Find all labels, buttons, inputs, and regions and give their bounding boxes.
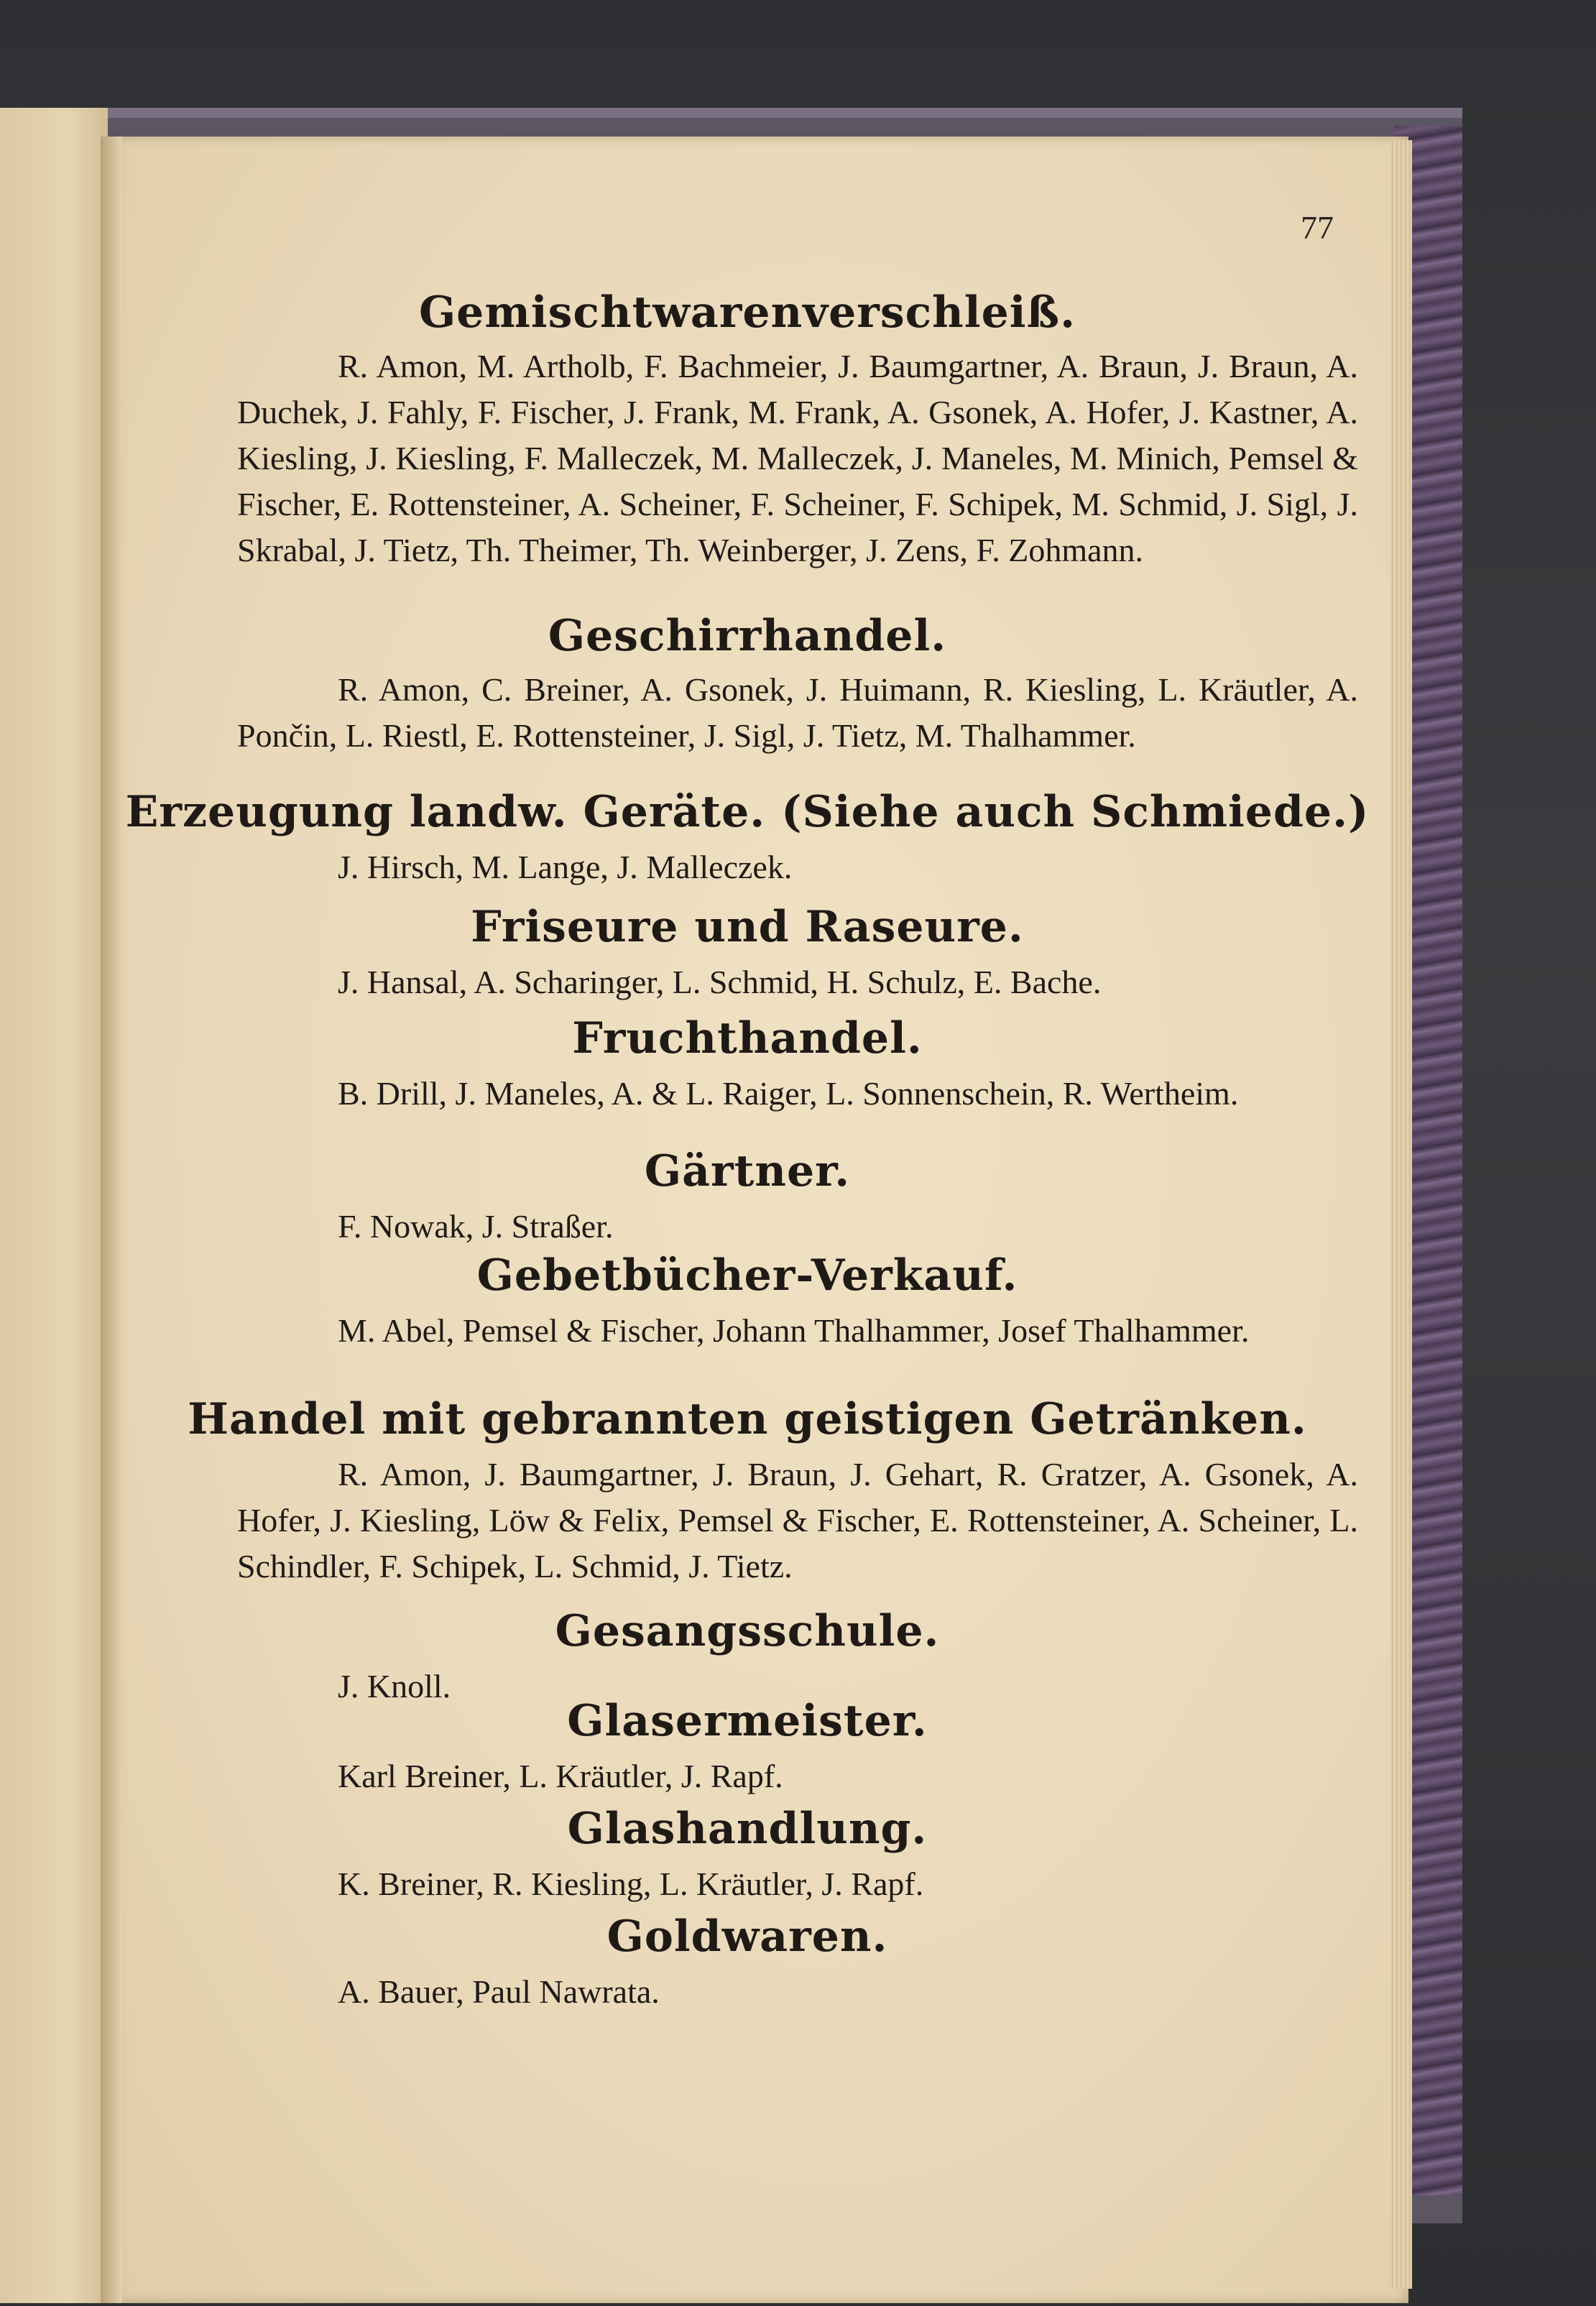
section-heading-gemischtwaren: Gemischtwarenverschleiß. — [418, 287, 1076, 338]
book-gutter — [101, 137, 122, 2303]
page-number: 77 — [1301, 209, 1334, 246]
section-entries-gaertner: F. Nowak, J. Straßer. — [338, 1208, 614, 1245]
section-entries-erzeugung: J. Hirsch, M. Lange, J. Malleczek. — [338, 849, 793, 885]
left-page-edge — [0, 108, 117, 2303]
section-entries-gebetbuecher: M. Abel, Pemsel & Fischer, Johann Thalhammer, Josef Thalhammer. — [338, 1312, 1250, 1349]
section-heading-gesangsschule: Gesangsschule. — [555, 1606, 940, 1656]
section-entries-glasermeister: Karl Breiner, L. Kräutler, J. Rapf. — [338, 1758, 783, 1794]
section-heading-friseure: Friseure und Raseure. — [471, 902, 1024, 952]
section-heading-gaertner: Gärtner. — [644, 1146, 851, 1196]
section-heading-fruchthandel: Fruchthandel. — [572, 1013, 923, 1064]
section-heading-goldwaren: Goldwaren. — [606, 1911, 888, 1962]
section-heading-glasermeister: Glasermeister. — [567, 1696, 928, 1746]
section-heading-erzeugung: Erzeugung landw. Geräte. (Siehe auch Schmiede.) — [125, 787, 1370, 837]
section-entries-glashandlung: K. Breiner, R. Kiesling, L. Kräutler, J. Rapf. — [338, 1865, 924, 1902]
section-entries-gemischtwaren: R. Amon, M. Artholb, F. Bachmeier, J. Baumgartner, A. Braun, J. Braun, A. Duchek, J. Fahly, F. Fischer, J. Frank, M. Frank, A. Gsonek, A. Hofer, J. Kastner, A. Kiesling, J. Kiesling, F. Malleczek, M. Malleczek, J. Maneles, M. Minich, Pemsel & Fischer, E. Rottensteiner, A. Scheiner, F. Scheiner, F. Schipek, M. Schmid, J. Sigl, J. Skrabal, J. Tietz, Th. Theimer, Th. Weinberger, J. Zens, F. Zohmann. — [237, 348, 1358, 568]
section-heading-geschirrhandel: Geschirrhandel. — [548, 611, 947, 661]
section-entries-friseure: J. Hansal, A. Scharinger, L. Schmid, H. Schulz, E. Bache. — [338, 964, 1102, 1000]
section-entries-handel-getraenke: R. Amon, J. Baumgartner, J. Braun, J. Gehart, R. Gratzer, A. Gsonek, A. Hofer, J. Kiesling, Löw & Felix, Pemsel & Fischer, E. Rottensteiner, A. Scheiner, L. Schindler, F. Schipek, L. Schmid, J. Tietz. — [237, 1456, 1358, 1585]
section-entries-fruchthandel: B. Drill, J. Maneles, A. & L. Raiger, L. Sonnenschein, R. Wertheim. — [338, 1075, 1239, 1112]
section-heading-handel-getraenke: Handel mit gebrannten geistigen Getränken. — [188, 1394, 1307, 1444]
section-heading-gebetbuecher: Gebetbücher-Verkauf. — [476, 1250, 1018, 1301]
page-stack-edge — [1390, 140, 1412, 2289]
section-entries-geschirrhandel: R. Amon, C. Breiner, A. Gsonek, J. Huimann, R. Kiesling, L. Kräutler, A. Pončin, L. Riestl, E. Rottensteiner, J. Sigl, J. Tietz, M. Thalhammer. — [237, 671, 1358, 754]
section-heading-glashandlung: Glashandlung. — [567, 1804, 928, 1854]
section-entries-goldwaren: A. Bauer, Paul Nawrata. — [338, 1973, 660, 2010]
section-entries-gesangsschule: J. Knoll. — [338, 1668, 451, 1705]
